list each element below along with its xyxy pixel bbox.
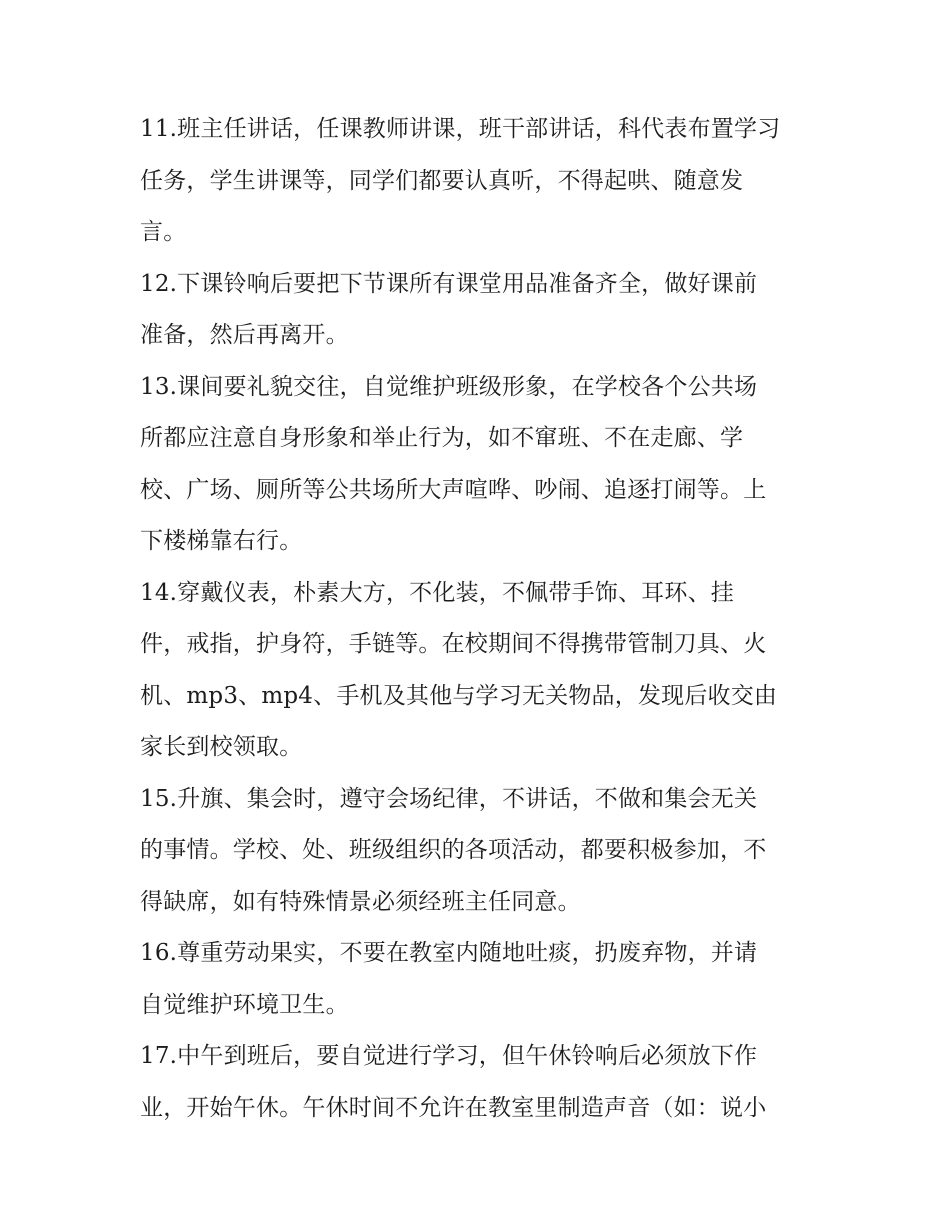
document-body <box>140 104 820 1134</box>
text-line: 任务，学生讲课等，同学们都要认真听，不得起哄、随意发 <box>140 167 744 194</box>
text-line: 校、广场、厕所等公共场所大声喧哗、吵闹、追逐打闹等。上 <box>140 476 767 503</box>
text-line: 机、mp3、mp4、手机及其他与学习无关物品，发现后收交由 <box>140 682 778 709</box>
text-line: 得缺席，如有特殊情景必须经班主任同意。 <box>140 888 581 915</box>
text-line: 言。 <box>140 219 187 245</box>
text-line: 的事情。学校、处、班级组织的各项活动，都要积极参加，不 <box>140 837 767 863</box>
text-line: 家长到校领取。 <box>140 734 303 760</box>
text-line: 所都应注意自身形象和举止行为，如不窜班、不在走廊、学 <box>140 425 744 451</box>
text-line: 自觉维护环境卫生。 <box>140 991 349 1018</box>
text-line: 15.升旗、集会时，遵守会场纪律，不讲话，不做和集会无关 <box>140 785 758 812</box>
text-line: 准备，然后再离开。 <box>140 322 349 348</box>
text-line: 11.班主任讲话，任课教师讲课，班干部讲话，科代表布置学习 <box>140 116 781 142</box>
text-line: 件，戒指，护身符，手链等。在校期间不得携带管制刀具、火 <box>140 631 767 657</box>
text-line: 业，开始午休。午休时间不允许在教室里制造声音（如：说小 <box>140 1094 767 1121</box>
text-line: 17.中午到班后，要自觉进行学习，但午休铃响后必须放下作 <box>140 1043 758 1069</box>
text-line: 12.下课铃响后要把下节课所有课堂用品准备齐全，做好课前 <box>140 270 758 297</box>
text-line: 14.穿戴仪表，朴素大方，不化装，不佩带手饰、耳环、挂 <box>140 579 734 606</box>
text-line: 下楼梯靠右行。 <box>140 528 303 554</box>
text-line: 16.尊重劳动果实，不要在教室内随地吐痰，扔废弃物，并请 <box>140 940 758 966</box>
text-line: 13.课间要礼貌交往，自觉维护班级形象，在学校各个公共场 <box>140 373 758 400</box>
